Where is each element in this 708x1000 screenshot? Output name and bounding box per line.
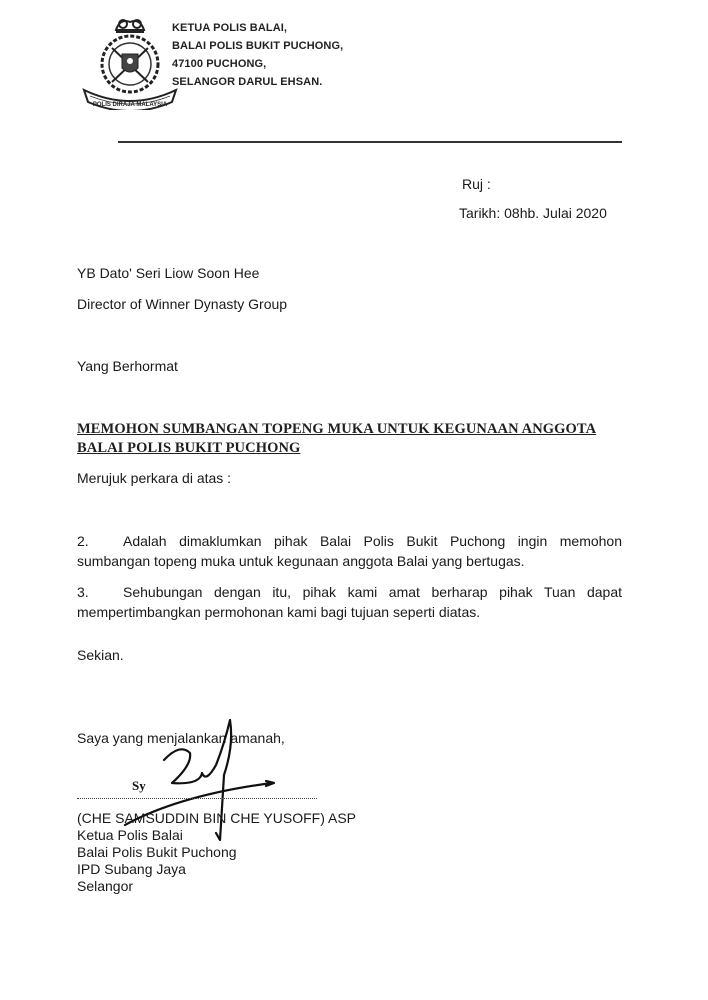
- police-crest-emblem-icon: [80, 12, 180, 110]
- paragraph-2: [77, 531, 622, 571]
- paragraph-text: Adalah dimaklumkan pihak Balai Polis Bukit Puchong ingin memohon sumbangan topeng muka untuk kegunaan anggota Balai yang bertugas.: [77, 533, 622, 569]
- subject-line-1: MEMOHON SUMBANGAN TOPENG MUKA UNTUK KEGUNAAN ANGGOTA: [77, 421, 597, 437]
- signatory-state: Selangor: [77, 878, 134, 894]
- signatory-block: [77, 810, 356, 895]
- signatory-district: IPD Subang Jaya: [77, 861, 186, 877]
- signature-dotted-line: [77, 798, 317, 799]
- paragraph-3: [77, 582, 622, 622]
- letterhead-address-line-1: KETUA POLIS BALAI,: [172, 22, 288, 34]
- valediction: Saya yang menjalankan amanah,: [77, 730, 285, 746]
- closing-text: Sekian.: [77, 647, 124, 663]
- reference-label: Ruj :: [462, 176, 491, 192]
- salutation: Yang Berhormat: [77, 358, 178, 374]
- signatory-name: (CHE SAMSUDDIN BIN CHE YUSOFF) ASP: [77, 810, 357, 826]
- intro-text: Merujuk perkara di atas :: [77, 470, 232, 486]
- recipient-title: Director of Winner Dynasty Group: [77, 296, 288, 312]
- emblem-ribbon-text: POLIS DIRAJA MALAYSIA: [92, 102, 168, 108]
- subject-line-2: BALAI POLIS BUKIT PUCHONG: [77, 440, 301, 456]
- letterhead-address-line-3: 47100 PUCHONG,: [172, 58, 267, 70]
- paragraph-number: 2.: [77, 533, 89, 549]
- letter-date: Tarikh: 08hb. Julai 2020: [459, 205, 607, 221]
- header-divider: [118, 141, 622, 143]
- letterhead-address-line-4: SELANGOR DARUL EHSAN.: [172, 76, 323, 88]
- signatory-position: Ketua Polis Balai: [77, 827, 183, 843]
- signature-initials: Sy: [132, 778, 146, 793]
- letterhead-address-line-2: BALAI POLIS BUKIT PUCHONG,: [172, 40, 344, 52]
- paragraph-text: Sehubungan dengan itu, pihak kami amat berharap pihak Tuan dapat mempertimbangkan permohonan kami bagi tujuan seperti diatas.: [77, 584, 622, 620]
- recipient-name: YB Dato' Seri Liow Soon Hee: [77, 265, 260, 281]
- signatory-station: Balai Polis Bukit Puchong: [77, 844, 237, 860]
- paragraph-number: 3.: [77, 584, 89, 600]
